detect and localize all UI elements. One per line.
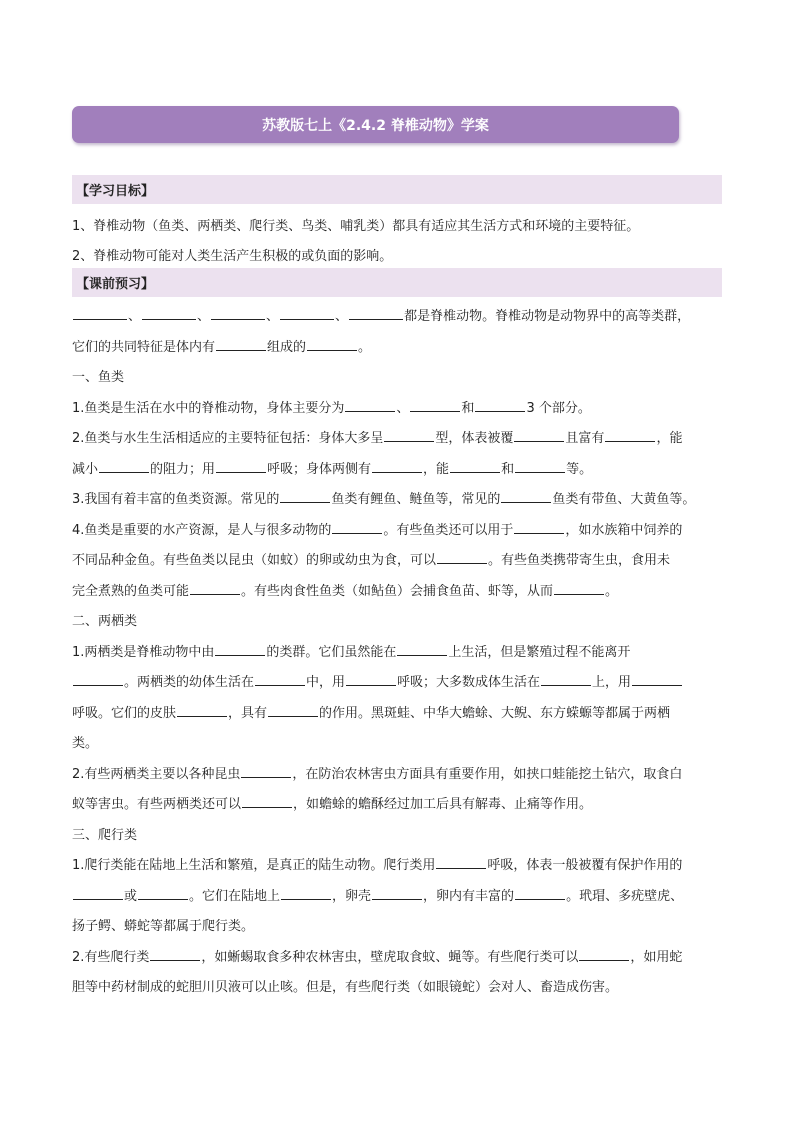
answer-blank[interactable] [190, 580, 240, 595]
answer-blank[interactable] [410, 397, 460, 412]
amphibian-paragraph-line: 类。 [72, 736, 99, 751]
answer-blank[interactable] [216, 336, 266, 351]
answer-blank[interactable] [605, 427, 655, 442]
fish-paragraph-line: 完全煮熟的鱼类可能 。有些肉食性鱼类（如鲇鱼）会捕食鱼苗、虾等，从而 。 [72, 577, 726, 608]
answer-blank[interactable] [268, 702, 318, 717]
document-title-bar [72, 106, 679, 143]
answer-blank[interactable] [349, 305, 403, 320]
answer-blank[interactable] [436, 854, 486, 869]
answer-blank[interactable] [450, 458, 500, 473]
answer-blank[interactable] [554, 580, 604, 595]
answer-blank[interactable] [142, 305, 196, 320]
answer-blank[interactable] [514, 427, 564, 442]
subsection-heading: 二、两栖类 [72, 614, 138, 629]
goals-list [72, 212, 726, 272]
fish-paragraph-line: 不同品种金鱼。有些鱼类以昆虫（如蚊）的卵或幼虫为食，可以 。有些鱼类携带寄生虫，食用未 [72, 546, 726, 577]
subsection-heading: 一、鱼类 [72, 370, 125, 385]
answer-blank[interactable] [216, 458, 266, 473]
answer-blank[interactable] [515, 458, 565, 473]
answer-blank[interactable] [73, 305, 127, 320]
fish-paragraph-line: 减小 的阻力；用 呼吸；身体两侧有 ，能 和 等。 [72, 455, 726, 486]
amphibian-paragraph-line: 蚁等害虫。有些两栖类还可以 ，如蟾蜍的蟾酥经过加工后具有解毒、止痛等作用。 [72, 790, 726, 821]
reptile-paragraph-line: 2.有些爬行类 ，如蜥蜴取食多种农林害虫，壁虎取食蚊、蝇等。有些爬行类可以 ，如用蛇 [72, 943, 726, 974]
answer-blank[interactable] [150, 946, 200, 961]
answer-blank[interactable] [372, 885, 422, 900]
answer-blank[interactable] [255, 671, 305, 686]
answer-blank[interactable] [514, 519, 564, 534]
answer-blank[interactable] [280, 305, 334, 320]
reptile-paragraph-line: 1.爬行类能在陆地上生活和繁殖，是真正的陆生动物。爬行类用 呼吸，体表一般被覆有保护作用的 [72, 851, 726, 882]
answer-blank[interactable] [515, 885, 565, 900]
section-label-preview: 【课前预习】 [76, 277, 155, 292]
answer-blank[interactable] [99, 458, 149, 473]
amphibian-paragraph-line: 呼吸。它们的皮肤 ，具有 的作用。黑斑蛙、中华大蟾蜍、大鲵、东方蝾螈等都属于两栖 [72, 699, 726, 730]
reptile-paragraph-line: 或 。它们在陆地上 ，卵壳 ，卵内有丰富的 。玳瑁、多疣壁虎、 [72, 882, 726, 913]
answer-blank[interactable] [384, 427, 434, 442]
answer-blank[interactable] [372, 458, 422, 473]
answer-blank[interactable] [73, 885, 123, 900]
answer-blank[interactable] [177, 702, 227, 717]
fish-paragraph-line: 3.我国有着丰富的鱼类资源。常见的 鱼类有鲤鱼、鲢鱼等，常见的 鱼类有带鱼、大黄鱼等。 [72, 485, 726, 516]
answer-blank[interactable] [632, 671, 682, 686]
answer-blank[interactable] [397, 641, 447, 656]
document-title: 苏教版七上《2.4.2 脊椎动物》学案 [262, 117, 489, 134]
intro-line: 、 、 、 、 都是脊椎动物。脊椎动物是动物界中的高等类群， [72, 302, 726, 333]
answer-blank[interactable] [241, 763, 291, 778]
answer-blank[interactable] [332, 519, 382, 534]
goal-item: 2、脊椎动物可能对人类生活产生积极的或负面的影响。 [72, 249, 393, 264]
answer-blank[interactable] [73, 671, 123, 686]
amphibian-paragraph-line: 。两栖类的幼体生活在 中，用 呼吸；大多数成体生活在 上，用 [72, 668, 726, 699]
answer-blank[interactable] [475, 397, 525, 412]
reptile-paragraph-line: 扬子鳄、蟒蛇等都属于爬行类。 [72, 919, 255, 934]
reptile-paragraph-line: 胆等中药材制成的蛇胆川贝液可以止咳。但是，有些爬行类（如眼镜蛇）会对人、畜造成伤害。 [72, 980, 619, 995]
section-header-preview [72, 268, 722, 297]
answer-blank[interactable] [281, 885, 331, 900]
amphibian-paragraph-line: 1.两栖类是脊椎动物中由 的类群。它们虽然能在 上生活，但是繁殖过程不能离开 [72, 638, 726, 669]
answer-blank[interactable] [242, 793, 292, 808]
answer-blank[interactable] [437, 549, 487, 564]
intro-line: 它们的共同特征是体内有 组成的 。 [72, 333, 726, 364]
answer-blank[interactable] [280, 488, 330, 503]
answer-blank[interactable] [579, 946, 629, 961]
answer-blank[interactable] [345, 397, 395, 412]
preview-content [72, 302, 726, 1004]
goal-item: 1、脊椎动物（鱼类、两栖类、爬行类、鸟类、哺乳类）都具有适应其生活方式和环境的主要特征。 [72, 219, 640, 234]
answer-blank[interactable] [138, 885, 188, 900]
answer-blank[interactable] [346, 671, 396, 686]
fish-paragraph-line: 2.鱼类与水生生活相适应的主要特征包括：身体大多呈 型，体表被覆 且富有 ，能 [72, 424, 726, 455]
fish-paragraph-line: 1.鱼类是生活在水中的脊椎动物，身体主要分为 、 和 3 个部分。 [72, 394, 726, 425]
answer-blank[interactable] [501, 488, 551, 503]
fish-paragraph-line: 4.鱼类是重要的水产资源，是人与很多动物的 。有些鱼类还可以用于 ，如水族箱中饲养的 [72, 516, 726, 547]
section-header-goals [72, 175, 722, 204]
section-label-goals: 【学习目标】 [76, 184, 155, 199]
answer-blank[interactable] [307, 336, 357, 351]
subsection-heading: 三、爬行类 [72, 827, 138, 843]
amphibian-paragraph-line: 2.有些两栖类主要以各种昆虫 ，在防治农林害虫方面具有重要作用，如挟口蛙能挖土钻穴，取食白 [72, 760, 726, 791]
answer-blank[interactable] [541, 671, 591, 686]
answer-blank[interactable] [211, 305, 265, 320]
answer-blank[interactable] [215, 641, 265, 656]
